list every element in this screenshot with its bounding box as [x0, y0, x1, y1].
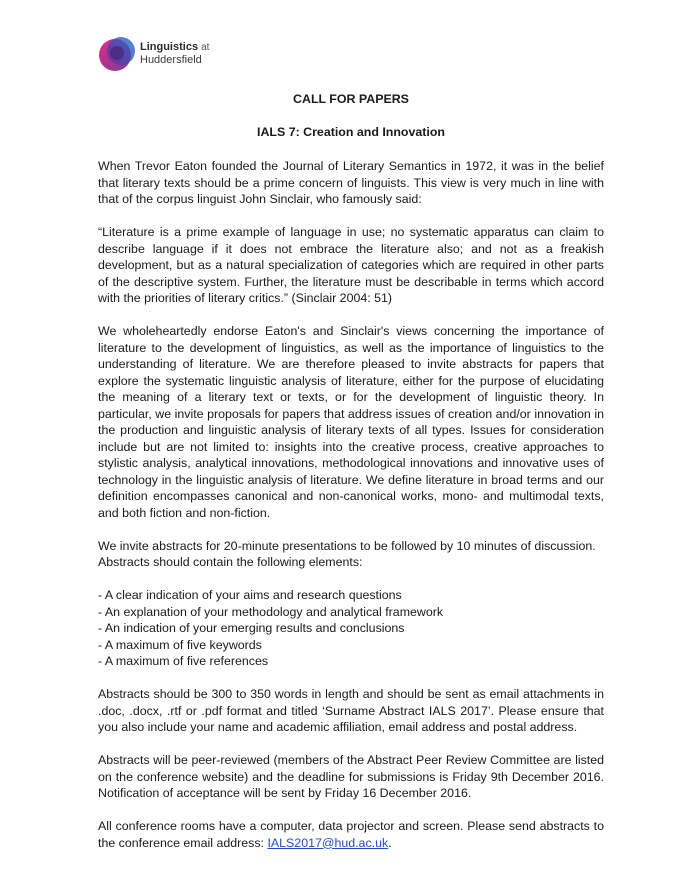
logo-wordmark: [140, 41, 209, 66]
university-logo: [98, 34, 208, 74]
list-item: - A maximum of five references: [98, 654, 269, 668]
logo-brand: Linguistics: [140, 41, 199, 53]
invite-paragraph: We invite abstracts for 20-minute presentations to be followed by 10 minutes of discussion. Abstracts should contain the following elements:: [98, 538, 596, 569]
rooms-end: .: [388, 835, 392, 850]
length-paragraph: Abstracts should be 300 to 350 words in length and should be sent as email attachments in .doc, .docx, .rtf or .pdf format and titled ‘Surname Abstract IALS 2017’. Please ensure that you also include your name and academic affiliation, email address and postal address.: [98, 687, 604, 734]
list-item: - A maximum of five keywords: [98, 637, 262, 652]
list-item: - An indication of your emerging results and conclusions: [98, 621, 405, 635]
intro-paragraph: When Trevor Eaton founded the Journal of Literary Semantics in 1972, it was in the belief that literary texts should be a prime concern of linguists. This view is very much in line with that of the corpus linguist John Sinclair, who famously said:: [98, 159, 604, 206]
quote-paragraph: “Literature is a prime example of language in use; no systematic apparatus can claim to describe language if it does not embrace the literature also; and not as a freakish development, but as a natural specialization of categories which are required in other parts of the descriptive system. Further, the literature must be describable in terms which accord with the priorities of literary critics.” (Sinclair 2004: 51): [98, 225, 604, 305]
list-item: - An explanation of your methodology and analytical framework: [98, 604, 444, 619]
page-subtitle: IALS 7: Creation and Innovation: [257, 124, 445, 139]
logo-at: at: [201, 42, 210, 53]
rooms-paragraph: [98, 818, 604, 851]
email-link[interactable]: IALS2017@hud.ac.uk: [267, 835, 389, 850]
endorse-paragraph: We wholeheartedly endorse Eaton's and Sinclair's views concerning the importance of literature to the development of linguistics, as well as the importance of linguistics to the understanding of literature. We are therefore pleased to invite abstracts for papers that explore the systematic linguistic analysis of literature, either for the purpose of elucidating the meaning of a literary text or texts, or for the development of linguistic theory. In particular, we invite proposals for papers that address issues of creation and/or innovation in the production and linguistic analysis of literary texts of all types. Issues for consideration include but are not limited to: insights into the creative process, creative approaches to stylistic analysis, analytical innovations, methodological innovations and innovative uses of technology in the linguistic analysis of literature. We define literature in broad terms and our definition encompasses canonical and non-canonical works, mono- and multimodal texts, and both fiction and non-fiction.: [98, 324, 604, 520]
list-item: - A clear indication of your aims and research questions: [98, 588, 402, 602]
rooms-text: All conference rooms have a computer, data projector and screen. Please send abstracts to the conference email address:: [98, 819, 604, 850]
logo-circle-icon: [98, 34, 138, 74]
page-title: CALL FOR PAPERS: [293, 92, 409, 106]
review-paragraph: Abstracts will be peer-reviewed (members of the Abstract Peer Review Committee are listed on the conference website) and the deadline for submissions is Friday 9th December 2016. Notification of acceptance will be sent by Friday 16 December 2016.: [98, 753, 604, 800]
logo-place: Huddersfield: [140, 54, 202, 66]
abstract-elements-list: [98, 587, 604, 670]
document-body: [98, 91, 604, 868]
